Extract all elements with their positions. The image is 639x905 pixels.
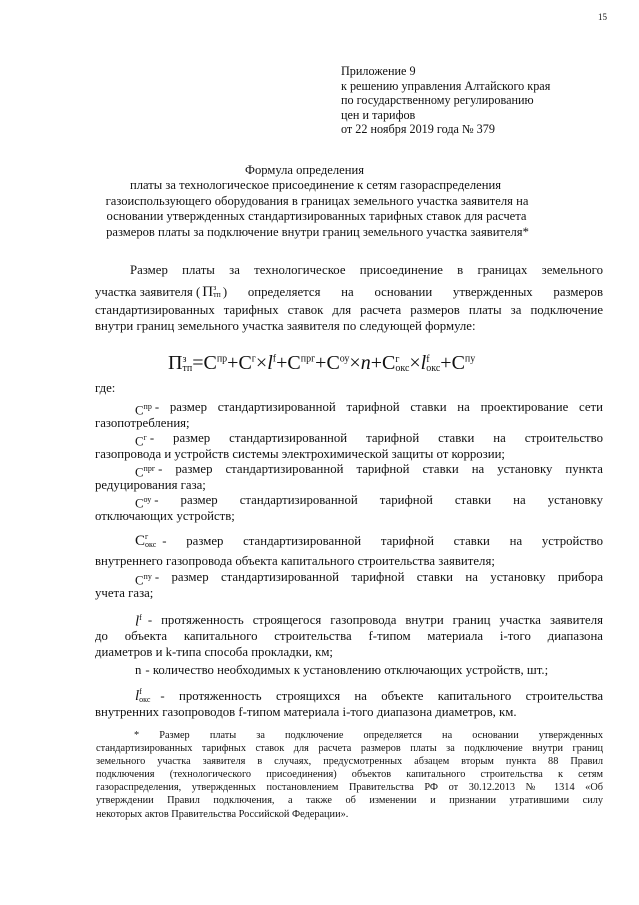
title-line: размеров платы за подключение внутри границ земельного участка заявителя* bbox=[106, 224, 529, 239]
title-line: газоиспользующего оборудования в границах земельного участка заявителя на bbox=[105, 193, 529, 208]
definition-line: диаметров и k-типа способа прокладки, км; bbox=[95, 645, 333, 659]
definition-text: - размер стандартизированной тарифной ставки на устройство bbox=[162, 534, 603, 548]
definition-text: - количество необходимых к установлению отключающих устройств, шт.; bbox=[145, 663, 549, 677]
definition-symbol: n bbox=[135, 663, 142, 677]
formula-plus: + bbox=[370, 352, 382, 374]
formula-term: С bbox=[381, 352, 396, 374]
formula-term: С bbox=[326, 352, 340, 374]
definition-symbol: $С^г$ bbox=[135, 433, 147, 449]
definition-symbol: l f окс bbox=[135, 687, 151, 704]
formula-term: l bbox=[420, 352, 427, 374]
formula-lhs-sup: з bbox=[182, 354, 187, 366]
formula-term: С bbox=[451, 352, 465, 374]
title-line: основании утвержденных стандартизированных тарифных ставок для расчета bbox=[106, 209, 527, 224]
definition-text: - размер стандартизированной тарифной ставки на проектирование сети bbox=[154, 400, 603, 414]
formula-lhs: П bbox=[168, 352, 183, 374]
plata-symbol-sub: тп bbox=[213, 290, 221, 299]
document-title bbox=[0, 163, 639, 240]
footnote bbox=[96, 729, 603, 821]
definition-symbol: С г окс bbox=[135, 532, 157, 549]
definition-line: отключающих устройств; bbox=[95, 509, 235, 523]
title-line: платы за технологическое присоединение к сетям газораспределения bbox=[129, 178, 501, 193]
appendix-line: Приложение 9 bbox=[341, 64, 416, 78]
formula-times: × bbox=[255, 352, 268, 374]
definition-text: - размер стандартизированной тарифной ставки на установку пункта bbox=[158, 462, 603, 476]
formula-term: l bbox=[267, 352, 273, 374]
title-line: Формула определения bbox=[245, 163, 364, 177]
intro-line: внутри границ земельного участка заявителя по следующей формуле: bbox=[95, 319, 476, 333]
definition-line: до объекта капитального строительства f-типом материала i-того диапазона bbox=[95, 629, 603, 643]
intro-line-with-symbol bbox=[95, 284, 603, 300]
formula-equals: = bbox=[192, 352, 204, 374]
formula-sup: г bbox=[251, 353, 256, 365]
tariff-formula bbox=[168, 352, 475, 375]
footnote-line: земельного участка заявителя в случаях, предусмотренных абзацем вторым пункта 88 Правил bbox=[96, 756, 603, 768]
footnote-line: стандартизированных тарифных ставок для расчета размеров платы за подключение внутри границ bbox=[96, 743, 603, 755]
definition-line bbox=[135, 688, 603, 704]
definition-line: редуцирования газа; bbox=[95, 478, 206, 492]
formula-term: С bbox=[203, 352, 217, 374]
formula-sup: f bbox=[272, 353, 277, 365]
footnote-line: подключения (технологического присоединения) объектов капитального строительства к сетям bbox=[96, 769, 603, 781]
definition-symbol: $С^{оу}$ bbox=[135, 495, 152, 511]
definition-text: - протяженность строящихся на объекте капитального строительства bbox=[160, 689, 603, 703]
intro-text: ) определяется на основании утвержденных размеров bbox=[222, 285, 603, 299]
definition-line bbox=[135, 533, 603, 549]
definition-text: - размер стандартизированной тарифной ставки на установку bbox=[154, 493, 603, 507]
definition-line: внутренних газопроводов f-типом материала i-того диапазона диаметров, км. bbox=[95, 705, 517, 719]
appendix-line: цен и тарифов bbox=[341, 107, 416, 122]
plata-symbol-sup: з bbox=[213, 283, 217, 292]
formula-sup: f bbox=[426, 354, 430, 366]
formula-sub: окс bbox=[395, 363, 410, 375]
formula-times: × bbox=[409, 352, 421, 374]
plata-symbol bbox=[202, 284, 221, 300]
formula-plus: + bbox=[276, 352, 288, 374]
formula-term: n bbox=[360, 352, 371, 374]
formula-lhs-sub: тп bbox=[182, 363, 193, 375]
formula-plus: + bbox=[227, 352, 239, 374]
intro-line: Размер платы за технологическое присоединение в границах земельного bbox=[130, 263, 603, 277]
formula-sup: оу bbox=[339, 353, 350, 365]
definition-line: внутреннего газопровода объекта капитального строительства заявителя; bbox=[95, 554, 495, 568]
definition-symbol: $С^{прг}$ bbox=[135, 464, 156, 480]
formula-sup: пу bbox=[464, 353, 476, 365]
formula-sup: прг bbox=[300, 353, 316, 365]
definition-line bbox=[135, 662, 603, 678]
intro-line: стандартизированных тарифных ставок для расчета размеров платы за подключение bbox=[95, 303, 603, 317]
footnote-line: утверждении Правил подключения, а также об изменении и признании утратившими силу bbox=[96, 795, 603, 807]
definition-symbol: $l^f$ bbox=[135, 613, 142, 630]
definition-line bbox=[135, 399, 603, 418]
formula-sup: пр bbox=[216, 353, 228, 365]
page-number: 15 bbox=[598, 12, 607, 22]
formula-sub: окс bbox=[426, 363, 441, 375]
footnote-line: газораспределения, утвержденных постановлением Правительства РФ от 30.12.2013 № 1314 «Об bbox=[96, 782, 603, 794]
definition-text: - протяженность строящегося газопровода внутри границ участка заявителя bbox=[147, 612, 603, 627]
definition-text: - размер стандартизированной тарифной ставки на установку прибора bbox=[154, 570, 603, 584]
appendix-line: по государственному регулированию bbox=[341, 93, 534, 108]
definition-symbol: $С^{пр}$ bbox=[135, 402, 152, 418]
formula-term: С bbox=[238, 352, 252, 374]
definition-line: газопотребления; bbox=[95, 416, 190, 430]
definition-line: учета газа; bbox=[95, 586, 154, 600]
formula-plus: + bbox=[315, 352, 327, 374]
definition-line bbox=[135, 569, 603, 588]
definition-line bbox=[135, 610, 603, 629]
footnote-line: некоторых актов Правительства Российской Федерации». bbox=[96, 808, 349, 820]
appendix-header bbox=[341, 64, 550, 137]
formula-term: С bbox=[287, 352, 301, 374]
definition-text: - размер стандартизированной тарифной ставки на строительство bbox=[149, 431, 603, 445]
definition-line: газопровода и устройств системы электрохимической защиты от коррозии; bbox=[95, 447, 505, 461]
footnote-line: * Размер платы за подключение определяется на основании утвержденных bbox=[134, 730, 603, 741]
appendix-line: к решению управления Алтайского края bbox=[341, 78, 551, 93]
formula-times: × bbox=[349, 352, 361, 374]
intro-text: участка заявителя ( bbox=[95, 285, 201, 299]
formula-plus: + bbox=[440, 352, 452, 374]
where-label: где: bbox=[95, 381, 116, 395]
appendix-line: от 22 ноября 2019 года № 379 bbox=[341, 122, 495, 137]
formula-sup: г bbox=[395, 354, 400, 366]
plata-symbol-base: П bbox=[202, 284, 214, 300]
definition-symbol: $С^{пу}$ bbox=[135, 572, 152, 588]
